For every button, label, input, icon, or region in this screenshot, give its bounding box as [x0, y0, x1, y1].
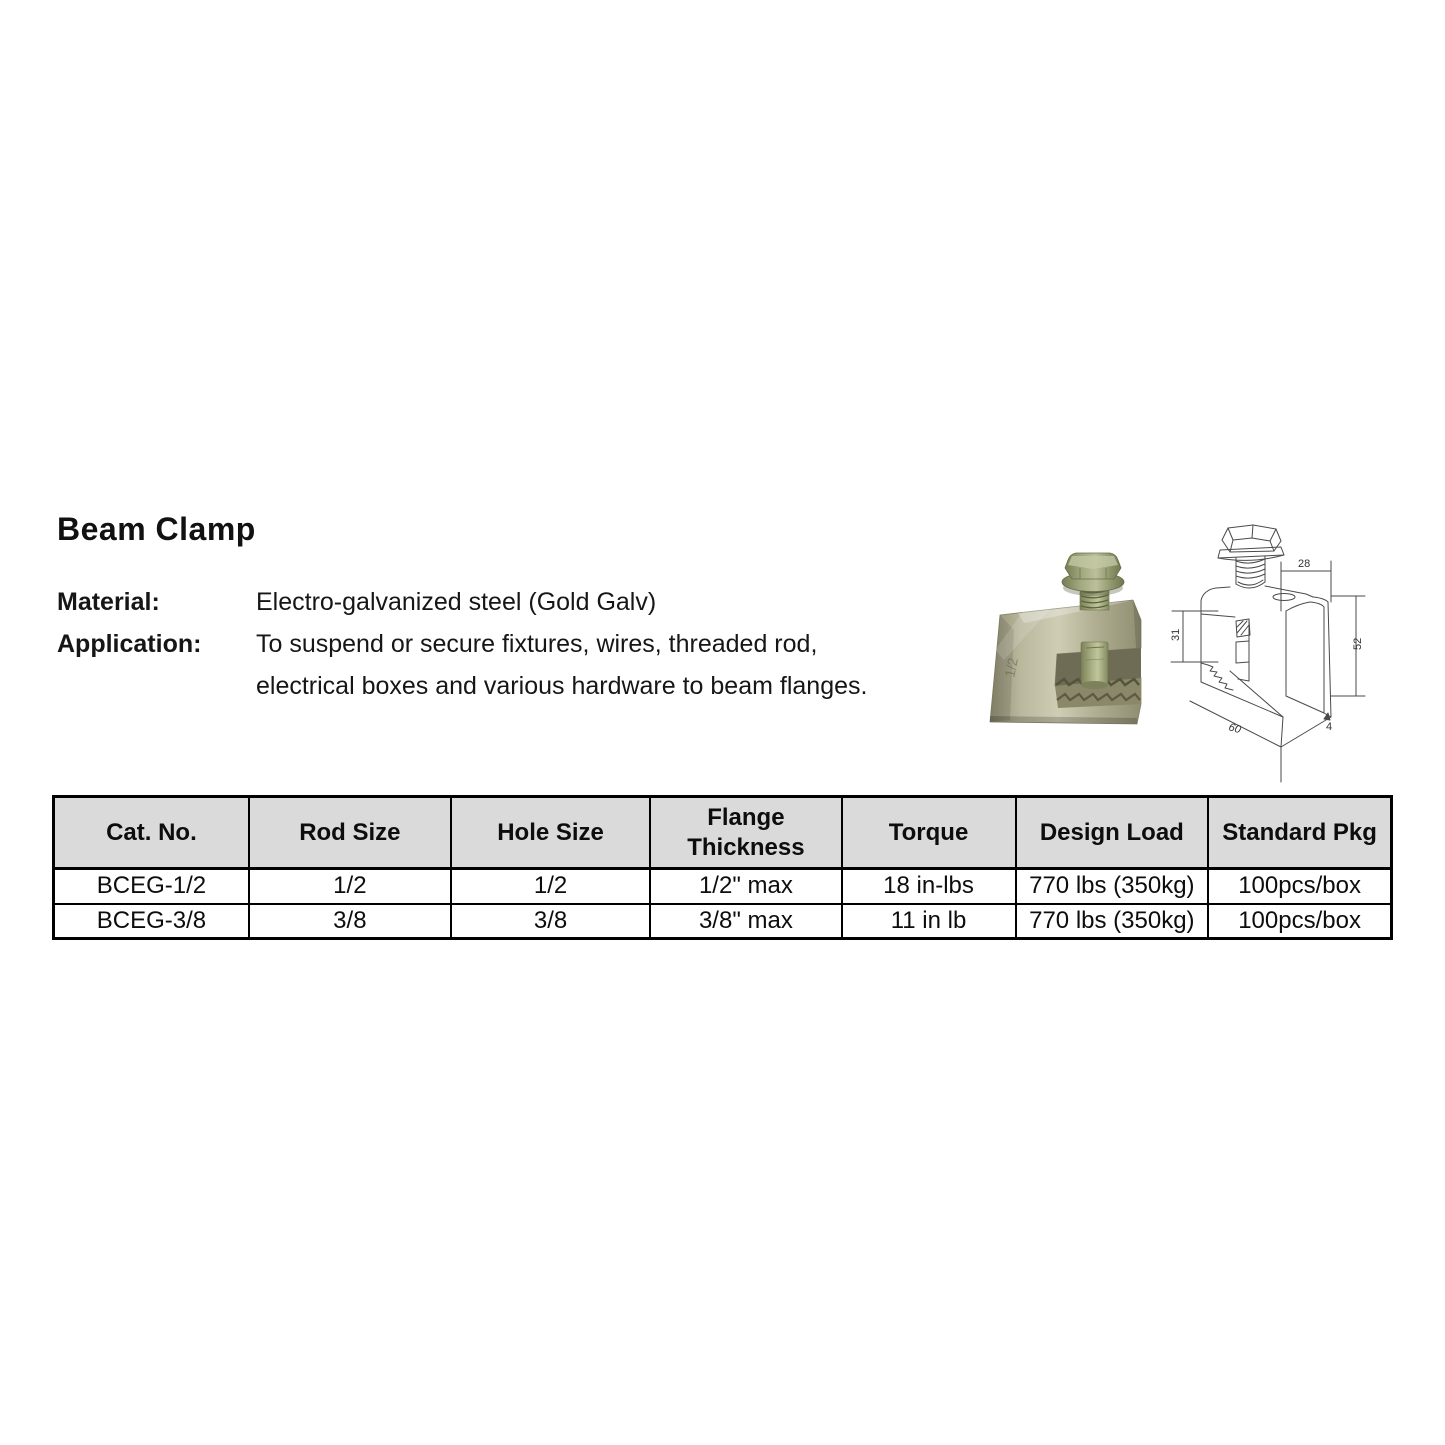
material-label: Material: [57, 588, 160, 616]
table-cell: 3/8 [451, 904, 650, 939]
table-row [54, 904, 1392, 939]
material-value: Electro-galvanized steel (Gold Galv) [256, 588, 657, 616]
table-cell: 1/2" max [650, 869, 841, 904]
technical-drawing [1158, 514, 1388, 784]
dim-thickness-label: 4 [1326, 721, 1333, 733]
dim-top-width-label: 28 [1298, 558, 1311, 570]
table-cell: BCEG-1/2 [54, 869, 249, 904]
dim-bottom-width-label: 60 [1227, 721, 1243, 737]
table-cell: 1/2 [451, 869, 650, 904]
dim-left-height-label: 31 [1170, 628, 1182, 641]
dim-right-height-label: 52 [1352, 637, 1364, 650]
table-cell: BCEG-3/8 [54, 904, 249, 939]
stamp-marking: 1/2 [1001, 656, 1021, 679]
product-photo [980, 538, 1148, 736]
column-header-torque: Torque [842, 797, 1016, 869]
table-cell: 11 in lb [842, 904, 1016, 939]
column-header-rod-size: Rod Size [249, 797, 451, 869]
column-header-standard-pkg: Standard Pkg [1208, 797, 1391, 869]
spec-table [52, 795, 1393, 940]
application-line-1: To suspend or secure fixtures, wires, threaded rod, [256, 630, 818, 658]
table-row [54, 869, 1392, 904]
column-header-hole-size: Hole Size [451, 797, 650, 869]
application-label: Application: [57, 630, 202, 658]
application-value [256, 623, 977, 707]
page-title: Beam Clamp [57, 511, 256, 547]
table-cell: 18 in-lbs [842, 869, 1016, 904]
table-cell: 3/8 [249, 904, 451, 939]
table-header-row [54, 797, 1392, 869]
application-line-2: electrical boxes and various hardware to beam flanges. [256, 672, 868, 700]
table-cell: 3/8" max [650, 904, 841, 939]
table-cell: 770 lbs (350kg) [1016, 904, 1209, 939]
table-cell: 100pcs/box [1208, 904, 1391, 939]
spec-list [57, 581, 977, 707]
column-header-flange-thickness: Flange Thickness [650, 797, 841, 869]
table-cell: 100pcs/box [1208, 869, 1391, 904]
table-cell: 770 lbs (350kg) [1016, 869, 1209, 904]
column-header-design-load: Design Load [1016, 797, 1209, 869]
table-cell: 1/2 [249, 869, 451, 904]
column-header-cat-no: Cat. No. [54, 797, 249, 869]
